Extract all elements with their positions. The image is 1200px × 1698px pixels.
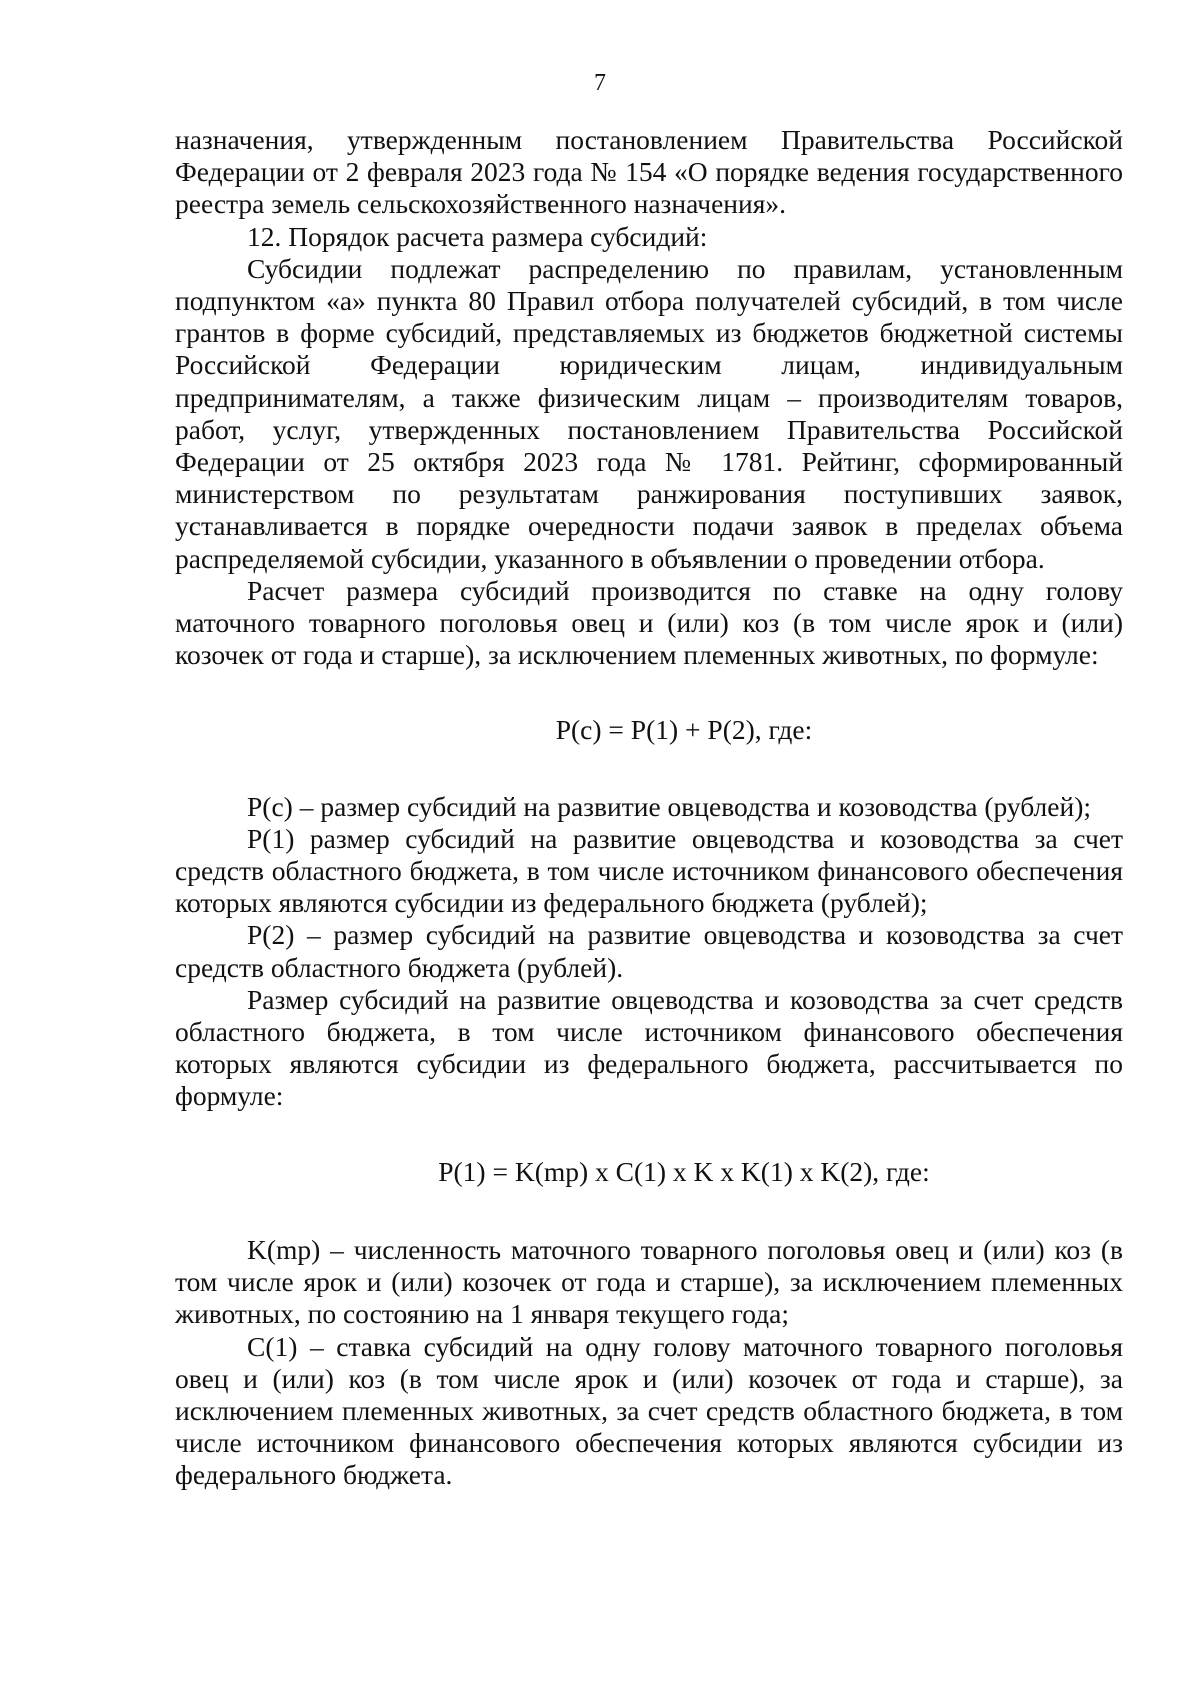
definition-c1: C(1) – ставка субсидий на одну голову маточного товарного поголовья овец и (или) коз (в том числе ярок и (или) козочек от года и старше), за исключением племенных животных, за счет средств областного бюджета, в том числе источником финансового обеспечения которых являются субсидии из федерального бюджета. xyxy=(175,1330,1123,1491)
definition-p2: P(2) – размер субсидий на развитие овцеводства и козоводства за счет средств областного бюджета (рублей). xyxy=(175,919,1123,983)
formula-total-subsidy: P(c) = P(1) + P(2), где: xyxy=(555,714,813,746)
paragraph-continuation: назначения, утвержденным постановлением Правительства Российской Федерации от 2 февраля 2023 года № 154 «О порядке ведения государственного реестра земель сельскохозяйственного назначения». xyxy=(175,124,1123,220)
formula-p1: P(1) = K(mp) x C(1) x K x K(1) x K(2), где: xyxy=(438,1155,930,1187)
definition-pc: P(c) – размер субсидий на развитие овцеводства и козоводства (рублей); xyxy=(247,790,1092,822)
document-body xyxy=(175,124,1123,1492)
section-heading: 12. Порядок расчета размера субсидий: xyxy=(247,220,708,252)
definition-p1: P(1) размер субсидий на развитие овцеводства и козоводства за счет средств областного бюджета, в том числе источником финансового обеспечения которых являются субсидии из федерального бюджета (рублей); xyxy=(175,822,1123,919)
paragraph-p1-intro: Размер субсидий на развитие овцеводства и козоводства за счет средств областного бюджета, в том числе источником финансового обеспечения которых являются субсидии из федерального бюджета, рассчитывается по формуле: xyxy=(175,983,1123,1112)
paragraph-calculation-intro: Расчет размера субсидий производится по ставке на одну голову маточного товарного поголовья овец и (или) коз (в том числе ярок и (или) козочек от года и старше), за исключением племенных животных, по формуле: xyxy=(175,574,1123,671)
definition-kmp: K(mp) – численность маточного товарного поголовья овец и (или) коз (в том числе ярок и (или) козочек от года и старше), за исключением племенных животных, по состоянию на 1 января текущего года; xyxy=(175,1233,1123,1330)
page-number: 7 xyxy=(594,70,606,96)
paragraph-distribution-rules: Субсидии подлежат распределению по правилам, установленным подпунктом «а» пункта 80 Правил отбора получателей субсидий, в том числе грантов в форме субсидий, представляемых из бюджетов бюджетной системы Российской Федерации юридическим лицам, индивидуальным предпринимателям, а также физическим лицам – производителям товаров, работ, услуг, утвержденных постановлением Правительства Российской Федерации от 25 октября 2023 года № 1781. Рейтинг, сформированный министерством по результатам ранжирования поступивших заявок, устанавливается в порядке очередности подачи заявок в пределах объема распределяемой субсидии, указанного в объявлении о проведении отбора. xyxy=(175,252,1123,574)
